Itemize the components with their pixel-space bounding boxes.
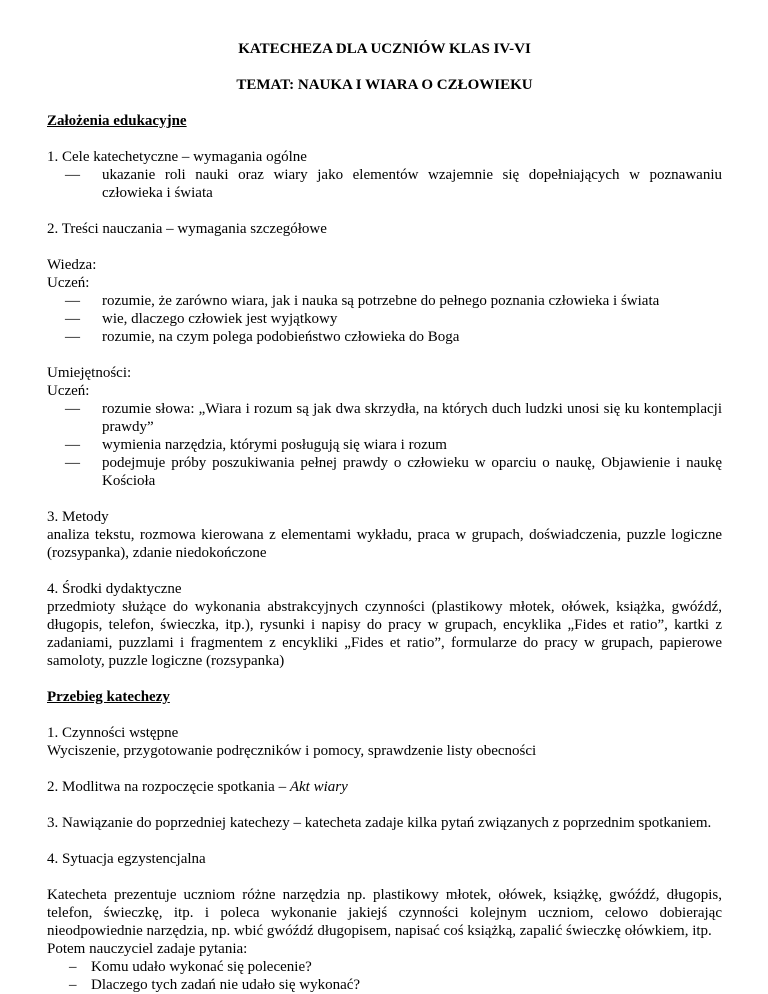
dash-marker: — [65, 329, 80, 345]
aids-label: 4. Środki dydaktyczne [47, 581, 182, 597]
methods-text: analiza tekstu, rozmowa kierowana z elementami wykładu, praca w grupach, doświadczenia, puzzle logiczne (rozsypanka), zdanie niedokończone [47, 527, 722, 561]
step3-text: 3. Nawiązanie do poprzedniej katechezy – katecheta zadaje kilka pytań związanych z poprzednim spotkaniem. [47, 815, 712, 831]
methods-block [47, 508, 722, 562]
student-label: Uczeń: [47, 275, 90, 291]
dash-marker: — [65, 437, 80, 453]
step3-block [47, 814, 722, 832]
list-item: — podejmuje próby poszukiwania pełnej prawdy o człowieku w oparciu o naukę, Objawienie i naukę Kościoła [65, 455, 722, 489]
endash-marker: – [69, 959, 77, 975]
endash-marker: – [69, 977, 77, 993]
step4-block [47, 886, 722, 994]
list-item: — rozumie słowa: „Wiara i rozum są jak dwa skrzydła, na których duch ludzki unosi się ku kontemplacji prawdy” [65, 401, 722, 435]
content-block [47, 220, 722, 238]
lesson-topic: TEMAT: NAUKA I WIARA O CZŁOWIEKU [236, 77, 533, 93]
list-item: — rozumie, że zarówno wiara, jak i nauka są potrzebne do pełnego poznania człowieka i świata [65, 293, 660, 309]
step2-label: 2. Modlitwa na rozpoczęcie spotkania – [47, 779, 290, 795]
skills-label: Umiejętności: [47, 365, 132, 381]
step4-text: Katecheta prezentuje uczniom różne narzędzia np. plastikowy młotek, ołówek, książkę, gwóźdź, długopis, telefon, świeczkę, itp. i poleca wykonanie jakiejś czynności kolejnym uczniom, celowo dobierając nieodpowiednie narzędzia, np. wbić gwóźdź długopisem, napisać coś książką, zapalić świeczkę ołówkiem, itp. [47, 887, 722, 939]
section-heading-assumptions: Założenia edukacyjne [47, 113, 187, 129]
list-item: – Dlaczego tych zadań nie udało się wykonać? [69, 977, 361, 993]
list-item: — wie, dlaczego człowiek jest wyjątkowy [65, 311, 338, 327]
dash-marker: — [65, 401, 80, 417]
goals-block [47, 148, 722, 202]
dash-marker: — [65, 293, 80, 309]
step4-followup: Potem nauczyciel zadaje pytania: [47, 941, 248, 957]
skills-block [47, 364, 722, 490]
document-title: KATECHEZA DLA UCZNIÓW KLAS IV-VI [238, 41, 531, 57]
section-heading-course: Przebieg katechezy [47, 689, 170, 705]
step1-block [47, 724, 722, 760]
knowledge-list [47, 292, 722, 346]
list-item: — rozumie, na czym polega podobieństwo człowieka do Boga [65, 329, 460, 345]
step2-line [47, 778, 722, 796]
knowledge-block [47, 256, 722, 346]
skills-list [47, 400, 722, 490]
step4-label: 4. Sytuacja egzystencjalna [47, 851, 206, 867]
content-label: 2. Treści nauczania – wymagania szczegółowe [47, 221, 327, 237]
dash-marker: — [65, 455, 80, 471]
prayer-name: Akt wiary [289, 779, 348, 795]
step2-block [47, 778, 722, 796]
aids-text: przedmioty służące do wykonania abstrakcyjnych czynności (plastikowy młotek, ołówek, książka, gwóźdź, długopis, telefon, świeczka, itp.), rysunki i napisy do pracy w grupach, encyklika „Fides et ratio”, kartki z zadaniami, puzzlami i fragmentem z encykliki „Fides et ratio”, formularze do pracy w grupach, papierowe samoloty, puzzle logiczne (rozsypanka) [47, 599, 722, 669]
step1-text: Wyciszenie, przygotowanie podręczników i pomocy, sprawdzenie listy obecności [47, 743, 537, 759]
step1-label: 1. Czynności wstępne [47, 725, 179, 741]
questions-list [47, 958, 722, 994]
aids-block [47, 580, 722, 670]
methods-label: 3. Metody [47, 509, 109, 525]
goals-list [47, 166, 722, 202]
list-item: — wymienia narzędzia, którymi posługują się wiara i rozum [65, 437, 447, 453]
dash-marker: — [65, 167, 80, 183]
dash-marker: — [65, 311, 80, 327]
list-item: — ukazanie roli nauki oraz wiary jako elementów wzajemnie się dopełniających w poznawaniu człowieka i świata [65, 167, 722, 201]
step4-label-block [47, 850, 722, 868]
knowledge-label: Wiedza: [47, 257, 97, 273]
goals-label: 1. Cele katechetyczne – wymagania ogólne [47, 149, 307, 165]
list-item: – Komu udało wykonać się polecenie? [69, 959, 312, 975]
student-label: Uczeń: [47, 383, 90, 399]
